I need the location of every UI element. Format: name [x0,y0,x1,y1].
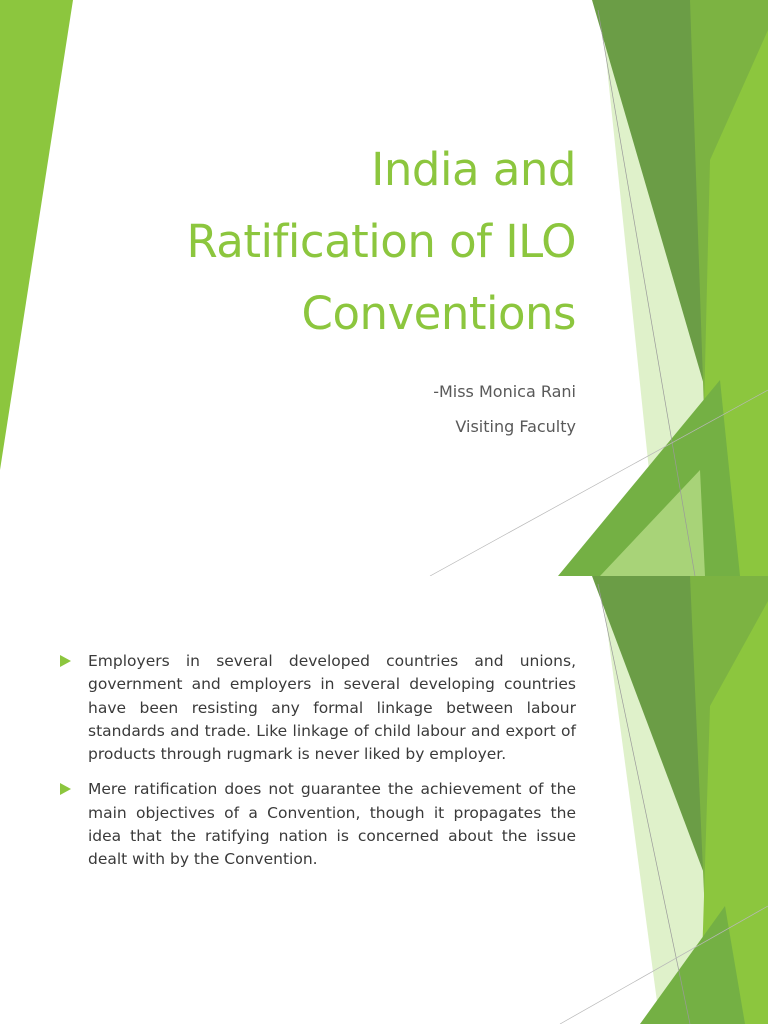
bullet-text: Employers in several developed countries and unions, government and employers in several developing countries have been resisting any formal linkage between labour standards and trade. Like linkage of child labour and export of products through rugmark is never liked by employer. [88,652,576,764]
presentation-title [56,134,576,350]
triangle-bullet-icon [60,655,71,667]
bullet-text: Mere ratification does not guarantee the achievement of the main objectives of a Convention, though it propagates the idea that the ratifying nation is concerned about the issue dealt with by the Convention. [88,780,576,869]
bullet-item [58,778,576,871]
triangle-bullet-icon [60,783,71,795]
bullet-list [58,650,576,884]
title-line-1: India and [371,143,576,196]
content-slide [0,576,768,1024]
author-role: Visiting Faculty [455,417,576,436]
author-name: -Miss Monica Rani [433,382,576,401]
bullet-item [58,650,576,766]
title-line-3: Conventions [301,287,576,340]
title-line-2: Ratification of ILO [186,215,576,268]
